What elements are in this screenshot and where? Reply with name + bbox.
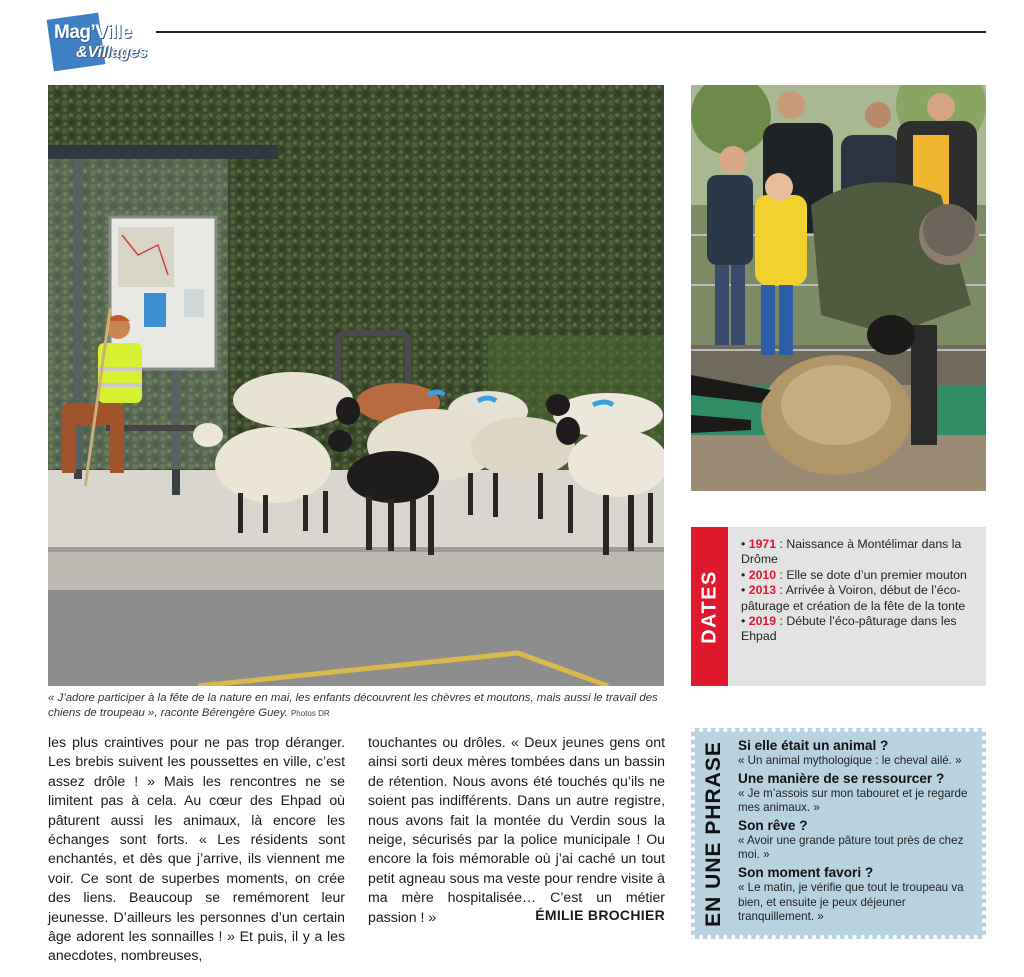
header-rule <box>156 31 986 33</box>
dates-text: : Débute l’éco-pâturage dans les Ehpad <box>741 614 957 644</box>
article-column-2: touchantes ou drôles. « Deux jeunes gens ont ainsi sorti deux mères tombées dans un bassin de rétention. Nous avons été touchés qu’ils ne soient pas indifférents. Dans un autre registre, nous avons fait la montée du Verdin sous la neige, sécurisés par la police municipale ! Ou encore la fois mémorable où j’ai caché un tout petit agneau sous ma veste pour rendre visite à ma mère hospitalisée… C’est un métier passion ! » <box>368 734 665 925</box>
sheep-bus-stop-photo <box>48 85 664 686</box>
dates-entry: • 2010 : Elle se dote d’un premier mouton <box>741 567 967 582</box>
phrase-question: Si elle était un animal ? <box>738 738 889 753</box>
dates-text: : Arrivée à Voiron, début de l’éco-pâturage et création de la fête de la tonte <box>741 583 966 613</box>
phrase-answer: « Avoir une grande pâture tout près de chez moi. » <box>738 833 964 862</box>
phrase-answer: « Le matin, je vérifie que tout le troupeau va bien, et ensuite je peux déjeuner tranquillement. » <box>738 880 964 924</box>
dates-entry: • 1971 : Naissance à Montélimar dans la Drôme <box>741 537 962 567</box>
dates-year: 2013 <box>748 583 777 598</box>
logo-line1: Mag’Ville <box>54 22 132 43</box>
phrase-content <box>738 738 978 927</box>
dates-year: 2010 <box>748 567 777 582</box>
dates-box <box>691 527 986 686</box>
dates-year: 2019 <box>748 614 777 629</box>
dates-title-band <box>691 527 728 686</box>
dates-year: 1971 <box>748 537 777 551</box>
phrase-title: EN UNE PHRASE <box>702 740 725 927</box>
phrase-title-band <box>699 734 729 933</box>
article-column-1: les plus craintives pour ne pas trop déranger. Les brebis suivent les poussettes en ville, c’est assez drôle ! » Mais les rencontres ne se limitent pas à cela. Au cœur des Ehpad où pâturent aussi les animaux, là encore les échanges sont forts. « Les résidents sont enchantés, et dès que j’arrive, ils viennent me voir. Ce sont de superbes moments, on crée des liens. Beaucoup se remémorent leur jeunesse. D’ailleurs les personnes d’un certain âge adorent les sonnailles ! » Et puis, il y a les anecdotes, nombreuses, <box>48 734 345 964</box>
photo-credit: Photos DR <box>290 709 330 718</box>
dates-entry: • 2019 : Débute l’éco-pâturage dans les Ehpad <box>741 614 957 644</box>
magazine-logo <box>48 12 154 72</box>
caption-text: « J’adore participer à la fête de la nature en mai, les enfants découvrent les chèvres et moutons, mais aussi le travail des chiens de troupeau », raconte Bérengère Guey. <box>48 692 658 719</box>
dates-text: : Naissance à Montélimar dans la Drôme <box>741 537 962 567</box>
sheep-shearing-photo <box>691 85 986 491</box>
dates-list <box>741 537 981 645</box>
dates-text: : Elle se dote d’un premier mouton <box>776 567 967 582</box>
phrase-question: Son rêve ? <box>738 817 808 833</box>
photo-caption <box>48 691 668 721</box>
phrase-answer: « Un animal mythologique : le cheval ailé. » <box>738 754 962 767</box>
dates-entry: • 2013 : Arrivée à Voiron, début de l’éco-pâturage et création de la fête de la tonte <box>741 583 966 613</box>
dates-title: DATES <box>698 569 720 644</box>
en-une-phrase-box <box>691 728 986 939</box>
author-signature: ÉMILIE BROCHIER <box>535 907 665 923</box>
logo-line2: &Villages <box>76 44 148 61</box>
phrase-question: Son moment favori ? <box>738 864 874 880</box>
phrase-answer: « Je m’assois sur mon tabouret et je regarde mes animaux. » <box>738 786 968 815</box>
phrase-question: Une manière de se ressourcer ? <box>738 770 945 786</box>
